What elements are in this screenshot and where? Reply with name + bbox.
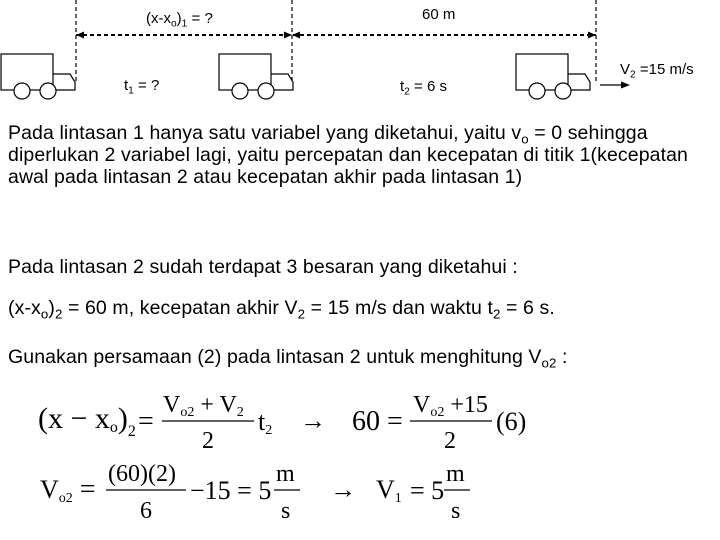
implies-arrow-icon: → — [330, 475, 356, 504]
eq1-denominator: 2 — [202, 428, 214, 454]
eq4-unit-numerator: m — [446, 461, 465, 487]
eq1-numerator: Vo2 + V2 — [163, 392, 244, 420]
implies-arrow-icon: → — [300, 406, 326, 435]
motion-diagram — [0, 0, 720, 110]
eq1-lhs: $(x - xo)_2$ — [38, 402, 136, 440]
velocity-2-label: $V_2 =15$ m/s — [620, 61, 694, 81]
eq4-unit-denominator: s — [451, 498, 461, 524]
equation-4 — [376, 461, 470, 524]
eq3-unit-denominator: s — [281, 498, 291, 524]
eq3-lhs: Vo2 = — [40, 474, 96, 506]
eq2-numerator: Vo2 +15 — [413, 392, 488, 420]
paragraph-4: Gunakan persamaan (2) pada lintasan 2 untuk menghitung $V_{o2}$ : — [8, 346, 568, 371]
time-1-label: $t_1$ = ? — [124, 77, 160, 97]
truck-icon — [516, 54, 590, 99]
eq3-numerator: (60)(2) — [108, 461, 176, 487]
distance-2-label: 60 m — [422, 6, 456, 23]
eq2-tail: (6) — [496, 407, 527, 436]
equation-1 — [38, 392, 272, 454]
truck-icon — [1, 54, 75, 99]
truck-icon — [219, 54, 293, 99]
svg-text:=: = — [138, 406, 154, 437]
equation-2 — [352, 392, 526, 454]
eq1-time: t2 — [258, 407, 273, 438]
displacement-1-label: $(x-x_o)_1$ = ? — [146, 10, 213, 30]
paragraph-1: Pada lintasan 1 hanya satu variabel yang diketahui, yaitu $v_o = 0$ sehingga diperlukan 2 variabel lagi, yaitu percepatan dan kecepatan di titik 1(kecepatan awal pada lintasan 2 atau kecepatan akhir pada lintasan 1) — [8, 122, 689, 188]
paragraph-3: $(x-x_o)_2 = 60$ m, kecepatan akhir $V_2 = 15$ m/s dan waktu $t_2 = 6$ s. — [8, 297, 555, 322]
eq4-lhs: V1 — [376, 475, 402, 506]
time-2-label: $t_2 = 6$ s — [400, 78, 447, 98]
paragraph-2: Pada lintasan 2 sudah terdapat 3 besaran yang diketahui : — [8, 256, 518, 278]
eq3-denominator: 6 — [140, 498, 152, 524]
velocity-arrow-icon — [600, 82, 630, 89]
eq2-denominator: 2 — [444, 428, 456, 454]
equations — [0, 380, 720, 540]
eq3-mid: −15 = 5 — [190, 476, 272, 505]
eq3-unit-numerator: m — [276, 461, 295, 487]
equation-3 — [40, 461, 300, 524]
eq4-mid: = 5 — [410, 476, 445, 505]
eq2-lhs: 60 = — [352, 406, 403, 437]
